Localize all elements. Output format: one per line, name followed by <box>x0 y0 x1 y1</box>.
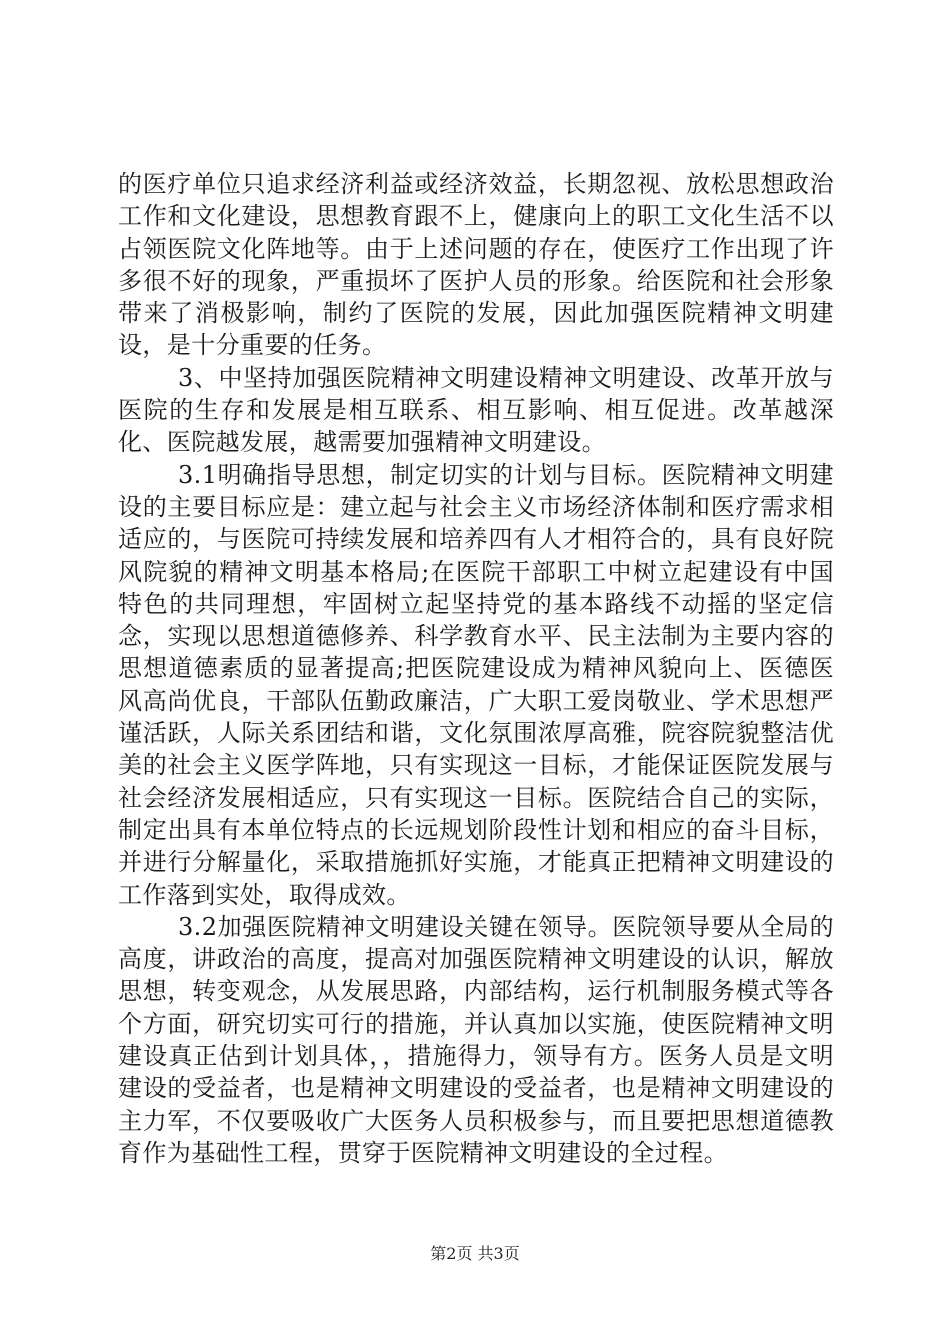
paragraph-2: 3、中坚持加强医院精神文明建设精神文明建设、改革开放与医院的生存和发展是相互联系、相互影响、相互促进。改革越深化、医院越发展，越需要加强精神文明建设。 <box>118 363 834 457</box>
paragraph-3: 3.1明确指导思想，制定切实的计划与目标。医院精神文明建设的主要目标应是：建立起与社会主义市场经济体制和医疗需求相适应的，与医院可持续发展和培养四有人才相符合的，具有良好院风院貌的精神文明基本格局;在医院干部职工中树立起建设有中国特色的共同理想，牢固树立起坚持党的基本路线不动摇的坚定信念，实现以思想道德修养、科学教育水平、民主法制为主要内容的思想道德素质的显著提高;把医院建设成为精神风貌向上、医德医风高尚优良，干部队伍勤政廉洁，广大职工爱岗敬业、学术思想严谨活跃，人际关系团结和谐，文化氛围浓厚高雅，院容院貌整洁优美的社会主义医学阵地，只有实现这一目标，才能保证医院发展与社会经济发展相适应，只有实现这一目标。医院结合自己的实际，制定出具有本单位特点的长远规划阶段性计划和相应的奋斗目标，并进行分解量化，采取措施抓好实施，才能真正把精神文明建设的工作落到实处，取得成效。 <box>118 460 834 909</box>
paragraph-4: 3.2加强医院精神文明建设关键在领导。医院领导要从全局的高度，讲政治的高度，提高对加强医院精神文明建设的认识，解放思想，转变观念，从发展思路，内部结构，运行机制服务模式等各个方面，研究切实可行的措施，并认真加以实施，使医院精神文明建设真正估到计划具体，，措施得力，领导有方。医务人员是文明建设的受益者，也是精神文明建设的受益者，也是精神文明建设的主力军，不仅要吸收广大医务人员积极参与，而且要把思想道德教育作为基础性工程，贯穿于医院精神文明建设的全过程。 <box>118 912 834 1167</box>
page-number-footer: 第2页 共3页 <box>430 1244 520 1263</box>
document-body <box>118 168 834 1169</box>
paragraph-1: 的医疗单位只追求经济利益或经济效益，长期忽视、放松思想政治工作和文化建设，思想教育跟不上，健康向上的职工文化生活不以占领医院文化阵地等。由于上述问题的存在，使医疗工作出现了许多很不好的现象，严重损坏了医护人员的形象。给医院和社会形象带来了消极影响，制约了医院的发展，因此加强医院精神文明建设，是十分重要的任务。 <box>118 170 834 360</box>
